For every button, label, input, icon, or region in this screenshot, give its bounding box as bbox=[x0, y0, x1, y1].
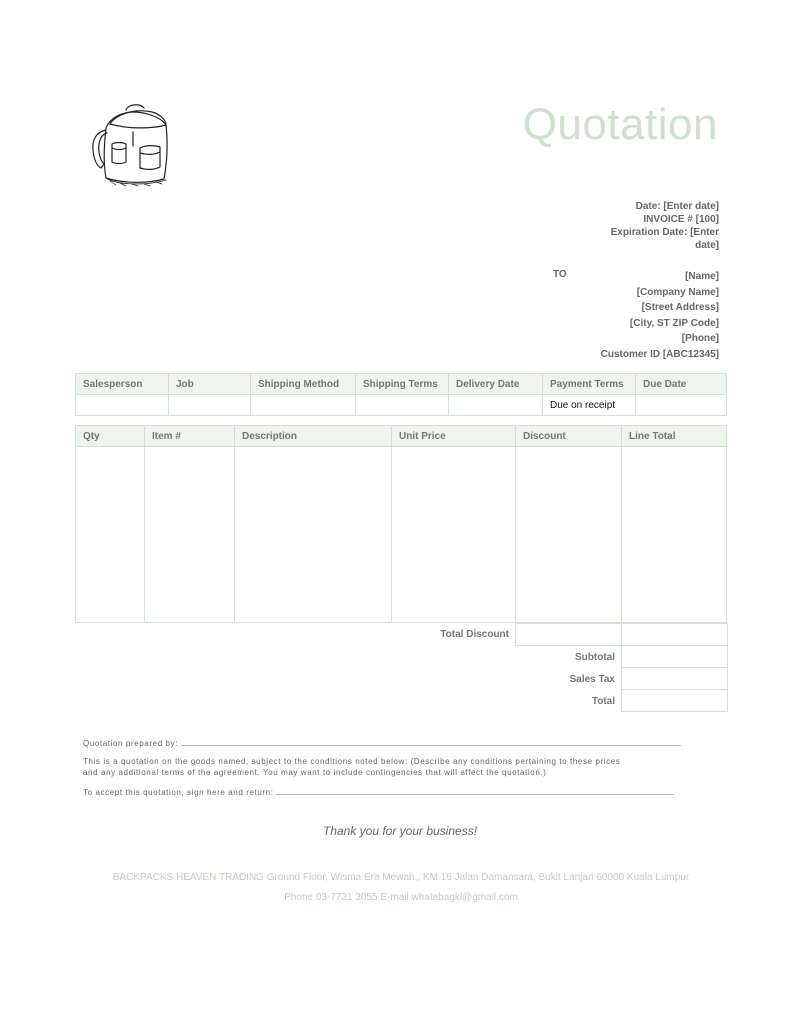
qty-cell[interactable] bbox=[76, 447, 145, 623]
subtotal-box[interactable] bbox=[621, 645, 728, 668]
total-label: Total bbox=[591, 696, 615, 707]
invoice-number-line: INVOICE # [100] bbox=[643, 214, 719, 225]
company-contact: Phone 03-7731 3055 E-mail whatabagkl@gmail.com bbox=[284, 892, 518, 903]
expiration-line-1: Expiration Date: [Enter bbox=[610, 227, 719, 238]
subtotal-row bbox=[75, 645, 727, 666]
unit-price-header: Unit Price bbox=[392, 426, 516, 447]
salesperson-cell[interactable] bbox=[76, 395, 169, 416]
line-items-table bbox=[75, 425, 727, 623]
recipient-city: [City, ST ZIP Code] bbox=[629, 317, 719, 329]
prepared-by-line bbox=[83, 737, 681, 749]
shipping-method-cell[interactable] bbox=[251, 395, 356, 416]
total-discount-box[interactable] bbox=[515, 623, 622, 646]
job-header: Job bbox=[169, 374, 251, 395]
sales-data-row bbox=[76, 395, 727, 416]
total-box[interactable] bbox=[621, 689, 728, 712]
accept-line bbox=[83, 786, 674, 798]
total-row bbox=[75, 689, 727, 710]
subtotal-label: Subtotal bbox=[575, 652, 615, 663]
due-date-cell[interactable] bbox=[636, 395, 727, 416]
accept-label: To accept this quotation, sign here and return: bbox=[83, 788, 274, 797]
document-title: Quotation bbox=[522, 100, 718, 149]
due-date-header: Due Date bbox=[636, 374, 727, 395]
sales-tax-box[interactable] bbox=[621, 667, 728, 690]
description-header: Description bbox=[235, 426, 392, 447]
item-number-header: Item # bbox=[145, 426, 235, 447]
item-number-cell[interactable] bbox=[145, 447, 235, 623]
accept-signature-line[interactable] bbox=[276, 786, 674, 795]
sales-tax-row bbox=[75, 667, 727, 688]
payment-terms-cell[interactable]: Due on receipt bbox=[543, 395, 636, 416]
job-cell[interactable] bbox=[169, 395, 251, 416]
sales-info-table bbox=[75, 373, 727, 416]
total-discount-row bbox=[75, 623, 727, 644]
shipping-terms-header: Shipping Terms bbox=[356, 374, 449, 395]
conditions-line-1: This is a quotation on the goods named, subject to the conditions noted below: (Describe any conditions pertaining to these prices bbox=[83, 757, 621, 766]
recipient-block bbox=[499, 269, 719, 362]
total-discount-label: Total Discount bbox=[440, 629, 509, 640]
shipping-terms-cell[interactable] bbox=[356, 395, 449, 416]
line-total-cell[interactable] bbox=[622, 447, 727, 623]
delivery-date-cell[interactable] bbox=[449, 395, 543, 416]
items-header-row bbox=[76, 426, 727, 447]
delivery-date-header: Delivery Date bbox=[449, 374, 543, 395]
conditions-line-2: and any additional terms of the agreement. You may want to include contingencies that will affect the quotation.) bbox=[83, 768, 547, 777]
company-address: BACKPACKS HEAVEN TRADING Ground Floor, Wisma Era Mewah,, KM 16 Jalan Damansara, Bukit Lanjan 60000 Kuala Lumpur bbox=[112, 872, 690, 883]
prepared-by-signature-line[interactable] bbox=[181, 737, 681, 746]
date-line: Date: [Enter date] bbox=[635, 201, 719, 212]
backpack-logo-icon bbox=[86, 100, 176, 188]
expiration-line-2: date] bbox=[695, 240, 719, 251]
qty-header: Qty bbox=[76, 426, 145, 447]
discount-header: Discount bbox=[516, 426, 622, 447]
description-cell[interactable] bbox=[235, 447, 392, 623]
recipient-phone: [Phone] bbox=[681, 333, 719, 344]
to-label: TO bbox=[553, 269, 567, 280]
recipient-company: [Company Name] bbox=[636, 286, 719, 298]
payment-terms-header: Payment Terms bbox=[543, 374, 636, 395]
document-meta bbox=[559, 200, 719, 252]
discount-cell[interactable] bbox=[516, 447, 622, 623]
prepared-by-label: Quotation prepared by: bbox=[83, 739, 179, 748]
recipient-name: [Name] bbox=[685, 271, 719, 282]
items-body-row bbox=[76, 447, 727, 623]
line-total-header: Line Total bbox=[622, 426, 727, 447]
customer-id: Customer ID [ABC12345] bbox=[600, 348, 719, 360]
conditions-text bbox=[83, 756, 703, 778]
unit-price-cell[interactable] bbox=[392, 447, 516, 623]
salesperson-header: Salesperson bbox=[76, 374, 169, 395]
shipping-method-header: Shipping Method bbox=[251, 374, 356, 395]
sales-header-row bbox=[76, 374, 727, 395]
total-discount-line-total-box[interactable] bbox=[621, 623, 728, 646]
thank-you-message: Thank you for your business! bbox=[322, 824, 478, 838]
recipient-street: [Street Address] bbox=[641, 302, 719, 313]
sales-tax-label: Sales Tax bbox=[569, 674, 615, 685]
